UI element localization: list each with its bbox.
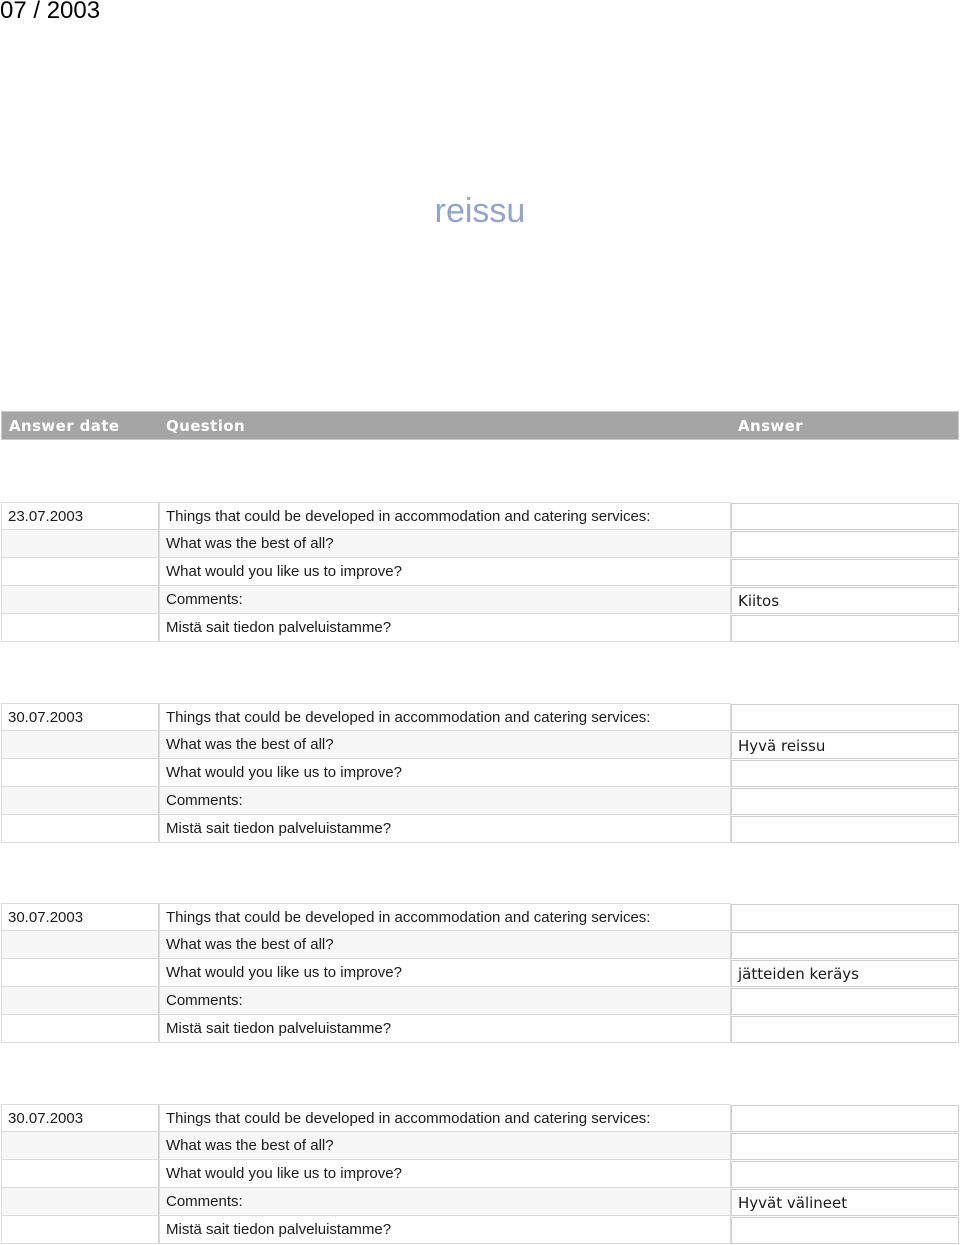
table-row	[1, 1188, 959, 1216]
table-row	[1, 530, 959, 558]
answer-text	[731, 904, 959, 931]
table-header	[1, 411, 959, 440]
answer-date-empty	[1, 1160, 159, 1188]
question-text: Mistä sait tiedon palveluistamme?	[159, 614, 731, 642]
question-text: Things that could be developed in accommodation and catering services:	[159, 1104, 731, 1132]
answer-date-empty	[1, 1015, 159, 1043]
page-title: reissu	[434, 192, 526, 230]
answer-text	[731, 704, 959, 731]
answer-text	[731, 1133, 959, 1160]
question-text: Comments:	[159, 1188, 731, 1216]
question-text: Things that could be developed in accommodation and catering services:	[159, 903, 731, 931]
entry-block	[1, 703, 959, 843]
question-text: What would you like us to improve?	[159, 959, 731, 987]
answer-text	[731, 760, 959, 787]
question-text: Mistä sait tiedon palveluistamme?	[159, 1015, 731, 1043]
table-row	[1, 1015, 959, 1043]
answer-date: 30.07.2003	[1, 703, 159, 731]
table-row	[1, 1104, 959, 1132]
answer-date-empty	[1, 530, 159, 558]
table-row	[1, 903, 959, 931]
answer-date-empty	[1, 1216, 159, 1244]
header-answer: Answer	[738, 417, 804, 435]
page-date: 07 / 2003	[0, 0, 101, 24]
question-text: What would you like us to improve?	[159, 558, 731, 586]
entry-block	[1, 903, 959, 1043]
table-row	[1, 1160, 959, 1188]
answer-text	[731, 788, 959, 815]
question-text: Mistä sait tiedon palveluistamme?	[159, 815, 731, 843]
question-text: What would you like us to improve?	[159, 759, 731, 787]
answer-date-empty	[1, 931, 159, 959]
answer-text	[731, 932, 959, 959]
question-text: What was the best of all?	[159, 1132, 731, 1160]
table-row	[1, 1132, 959, 1160]
answer-date-empty	[1, 959, 159, 987]
answer-text	[731, 531, 959, 558]
answer-date: 30.07.2003	[1, 903, 159, 931]
answer-date-empty	[1, 558, 159, 586]
table-row	[1, 586, 959, 614]
table-row	[1, 614, 959, 642]
answer-text: Hyvät välineet	[731, 1189, 959, 1216]
entry-block	[1, 502, 959, 642]
header-question: Question	[166, 417, 246, 435]
table-row	[1, 759, 959, 787]
answer-date-empty	[1, 815, 159, 843]
question-text: Things that could be developed in accommodation and catering services:	[159, 703, 731, 731]
answer-date: 23.07.2003	[1, 502, 159, 530]
answer-date-empty	[1, 1188, 159, 1216]
answer-text: Hyvä reissu	[731, 732, 959, 759]
answer-date-empty	[1, 987, 159, 1015]
answer-date-empty	[1, 759, 159, 787]
table-row	[1, 815, 959, 843]
answer-text	[731, 816, 959, 843]
question-text: Comments:	[159, 586, 731, 614]
answer-text	[731, 1161, 959, 1188]
table-row	[1, 502, 959, 530]
table-row	[1, 787, 959, 815]
question-text: What was the best of all?	[159, 731, 731, 759]
entry-block	[1, 1104, 959, 1244]
answer-text: Kiitos	[731, 587, 959, 614]
answer-date-empty	[1, 586, 159, 614]
table-row	[1, 1216, 959, 1244]
answer-text	[731, 615, 959, 642]
table-row	[1, 558, 959, 586]
answer-text	[731, 1105, 959, 1132]
answer-text	[731, 988, 959, 1015]
question-text: Comments:	[159, 987, 731, 1015]
answer-text	[731, 559, 959, 586]
question-text: What would you like us to improve?	[159, 1160, 731, 1188]
answer-date-empty	[1, 731, 159, 759]
table-row	[1, 931, 959, 959]
header-answer-date: Answer date	[9, 417, 120, 435]
answer-date-empty	[1, 787, 159, 815]
answer-text: jätteiden keräys	[731, 960, 959, 987]
answer-text	[731, 503, 959, 530]
answer-text	[731, 1016, 959, 1043]
table-row	[1, 959, 959, 987]
answer-date: 30.07.2003	[1, 1104, 159, 1132]
question-text: What was the best of all?	[159, 530, 731, 558]
answer-text	[731, 1217, 959, 1244]
table-row	[1, 987, 959, 1015]
question-text: What was the best of all?	[159, 931, 731, 959]
table-row	[1, 731, 959, 759]
answer-date-empty	[1, 614, 159, 642]
question-text: Mistä sait tiedon palveluistamme?	[159, 1216, 731, 1244]
question-text: Comments:	[159, 787, 731, 815]
table-row	[1, 703, 959, 731]
question-text: Things that could be developed in accommodation and catering services:	[159, 502, 731, 530]
answer-date-empty	[1, 1132, 159, 1160]
